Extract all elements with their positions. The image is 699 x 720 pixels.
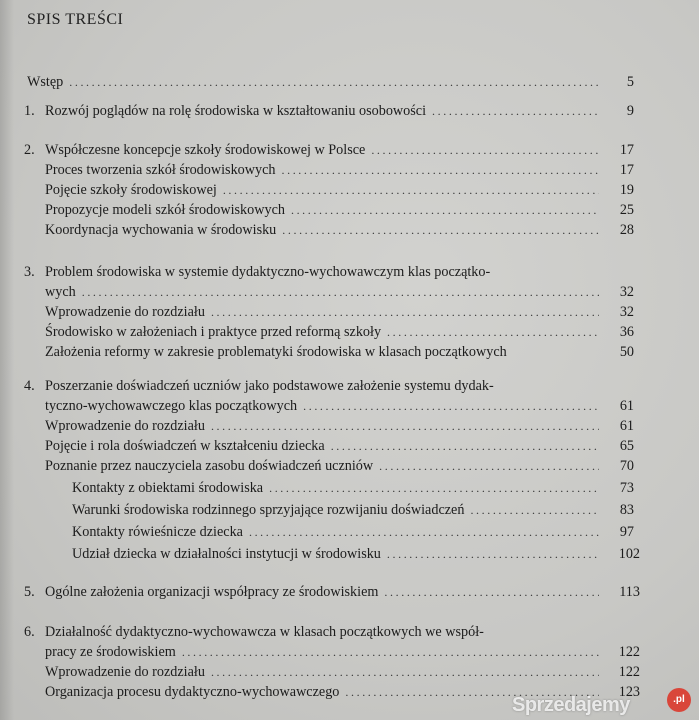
- toc-entry: [0, 302, 699, 322]
- page-title: SPIS TREŚCI: [27, 11, 124, 28]
- toc-entry-label: Proces tworzenia szkół środowiskowych: [45, 162, 276, 178]
- toc-entry-label: Pojęcie i rola doświadczeń w kształceniu dziecka: [45, 438, 325, 454]
- page-number: 122: [618, 664, 640, 680]
- toc-entry: [0, 396, 699, 416]
- page-number: 32: [619, 284, 634, 300]
- page-number: 113: [619, 584, 640, 600]
- dot-leader: [211, 662, 599, 682]
- toc-entry-label: Warunki środowiska rodzinnego sprzyjające rozwijaniu doświadczeń: [72, 502, 465, 518]
- dot-leader: [182, 642, 599, 662]
- page-number: 5: [626, 74, 634, 90]
- chapter-number: 1.: [24, 103, 35, 119]
- dot-leader: [379, 456, 599, 476]
- page-number: 25: [619, 202, 634, 218]
- toc-entry-label: Ogólne założenia organizacji współpracy ze środowiskiem: [45, 584, 379, 600]
- dot-leader: [282, 160, 600, 180]
- chapter-number: 3.: [24, 264, 35, 280]
- chapter-number: 2.: [24, 142, 35, 158]
- toc-entry-label: Organizacja procesu dydaktyczno-wychowawczego: [45, 684, 340, 700]
- toc-entry: [0, 322, 699, 342]
- dot-leader: [387, 322, 599, 342]
- toc-entry: [0, 436, 699, 456]
- page-number: 97: [619, 524, 634, 540]
- page-number: 17: [619, 162, 634, 178]
- toc-entry: [0, 478, 699, 498]
- page-number: 61: [619, 418, 634, 434]
- dot-leader: [211, 302, 599, 322]
- watermark-text: Sprzedajemy: [512, 694, 630, 716]
- toc-entry-label: Wprowadzenie do rozdziału: [45, 304, 205, 320]
- toc-entry: [0, 522, 699, 542]
- page-number: 61: [619, 398, 634, 414]
- page-number: 83: [619, 502, 634, 518]
- toc-entry-label: Pojęcie szkoły środowiskowej: [45, 182, 217, 198]
- toc-entry-label: Kontakty z obiektami środowiska: [72, 480, 264, 496]
- toc-entry: [0, 416, 699, 436]
- page-number: 32: [619, 304, 634, 320]
- toc-entry-label: Udział dziecka w działalności instytucji w środowisku: [72, 546, 381, 562]
- toc-entry-label: Założenia reformy w zakresie problematyki środowiska w klasach początkowych: [45, 344, 507, 360]
- toc-entry: [0, 180, 699, 200]
- dot-leader: [303, 396, 599, 416]
- page-number: 17: [619, 142, 634, 158]
- toc-entry: [0, 582, 699, 602]
- dot-leader: [249, 522, 599, 542]
- toc-entry-label: Wstęp: [27, 74, 64, 90]
- page-number: 73: [619, 480, 634, 496]
- toc-entry: [0, 376, 699, 396]
- toc-entry-label: Poszerzanie doświadczeń uczniów jako podstawowe założenie systemu dydak-: [45, 378, 494, 394]
- page-number: 102: [618, 546, 640, 562]
- toc-entry: [0, 72, 699, 92]
- toc-entry-label: Wprowadzenie do rozdziału: [45, 418, 205, 434]
- toc-entry-label: Wprowadzenie do rozdziału: [45, 664, 205, 680]
- toc-entry: [0, 500, 699, 520]
- toc-entry: [0, 101, 699, 121]
- page-number: 28: [619, 222, 634, 238]
- page-number: 65: [619, 438, 634, 454]
- chapter-number: 4.: [24, 378, 35, 394]
- toc-entry: [0, 262, 699, 282]
- toc-entry-label: Poznanie przez nauczyciela zasobu doświadczeń uczniów: [45, 458, 374, 474]
- page-number: 9: [626, 103, 634, 119]
- toc-entry: [0, 622, 699, 642]
- page-number: 50: [619, 344, 634, 360]
- watermark-badge: .pl: [667, 688, 691, 712]
- page-number: 19: [619, 182, 634, 198]
- dot-leader: [470, 500, 599, 520]
- dot-leader: [269, 478, 599, 498]
- dot-leader: [387, 544, 599, 564]
- toc-entry-label: Działalność dydaktyczno-wychowawcza w klasach początkowych we współ-: [45, 624, 484, 640]
- dot-leader: [82, 282, 599, 302]
- toc-entry: [0, 642, 699, 662]
- toc-entry: [0, 220, 699, 240]
- toc-entry-label: pracy ze środowiskiem: [45, 644, 176, 660]
- page-number: 70: [619, 458, 634, 474]
- dot-leader: [223, 180, 599, 200]
- toc-entry-label: Koordynacja wychowania w środowisku: [45, 222, 277, 238]
- toc-entry: [0, 544, 699, 564]
- toc-entry: [0, 200, 699, 220]
- toc-entry-label: Kontakty rówieśnicze dziecka: [72, 524, 243, 540]
- toc-entry-label: Współczesne koncepcje szkoły środowiskowej w Polsce: [45, 142, 366, 158]
- page-number: 123: [618, 684, 640, 700]
- page-number: 36: [619, 324, 634, 340]
- toc-entry-label: wych: [45, 284, 76, 300]
- toc-entry-label: Środowisko w założeniach i praktyce przed reformą szkoły: [45, 324, 382, 340]
- toc-entry-label: tyczno-wychowawczego klas początkowych: [45, 398, 298, 414]
- dot-leader: [384, 582, 599, 602]
- page-number: 122: [618, 644, 640, 660]
- dot-leader: [291, 200, 599, 220]
- chapter-number: 6.: [24, 624, 35, 640]
- chapter-number: 5.: [24, 584, 35, 600]
- dot-leader: [282, 220, 599, 240]
- dot-leader: [331, 436, 599, 456]
- toc-entry: [0, 662, 699, 682]
- toc-entry-label: Problem środowiska w systemie dydaktyczno-wychowawczym klas początko-: [45, 264, 491, 280]
- dot-leader: [371, 140, 599, 160]
- toc-entry: [0, 160, 699, 180]
- toc-entry-label: Propozycje modeli szkół środowiskowych: [45, 202, 285, 218]
- dot-leader: [69, 72, 599, 92]
- toc-entry: [0, 140, 699, 160]
- dot-leader: [211, 416, 599, 436]
- dot-leader: [432, 101, 599, 121]
- toc-entry: [0, 282, 699, 302]
- toc-entry-label: Rozwój poglądów na rolę środowiska w kształtowaniu osobowości: [45, 103, 427, 119]
- toc-entry: [0, 456, 699, 476]
- toc-entry: [0, 342, 699, 362]
